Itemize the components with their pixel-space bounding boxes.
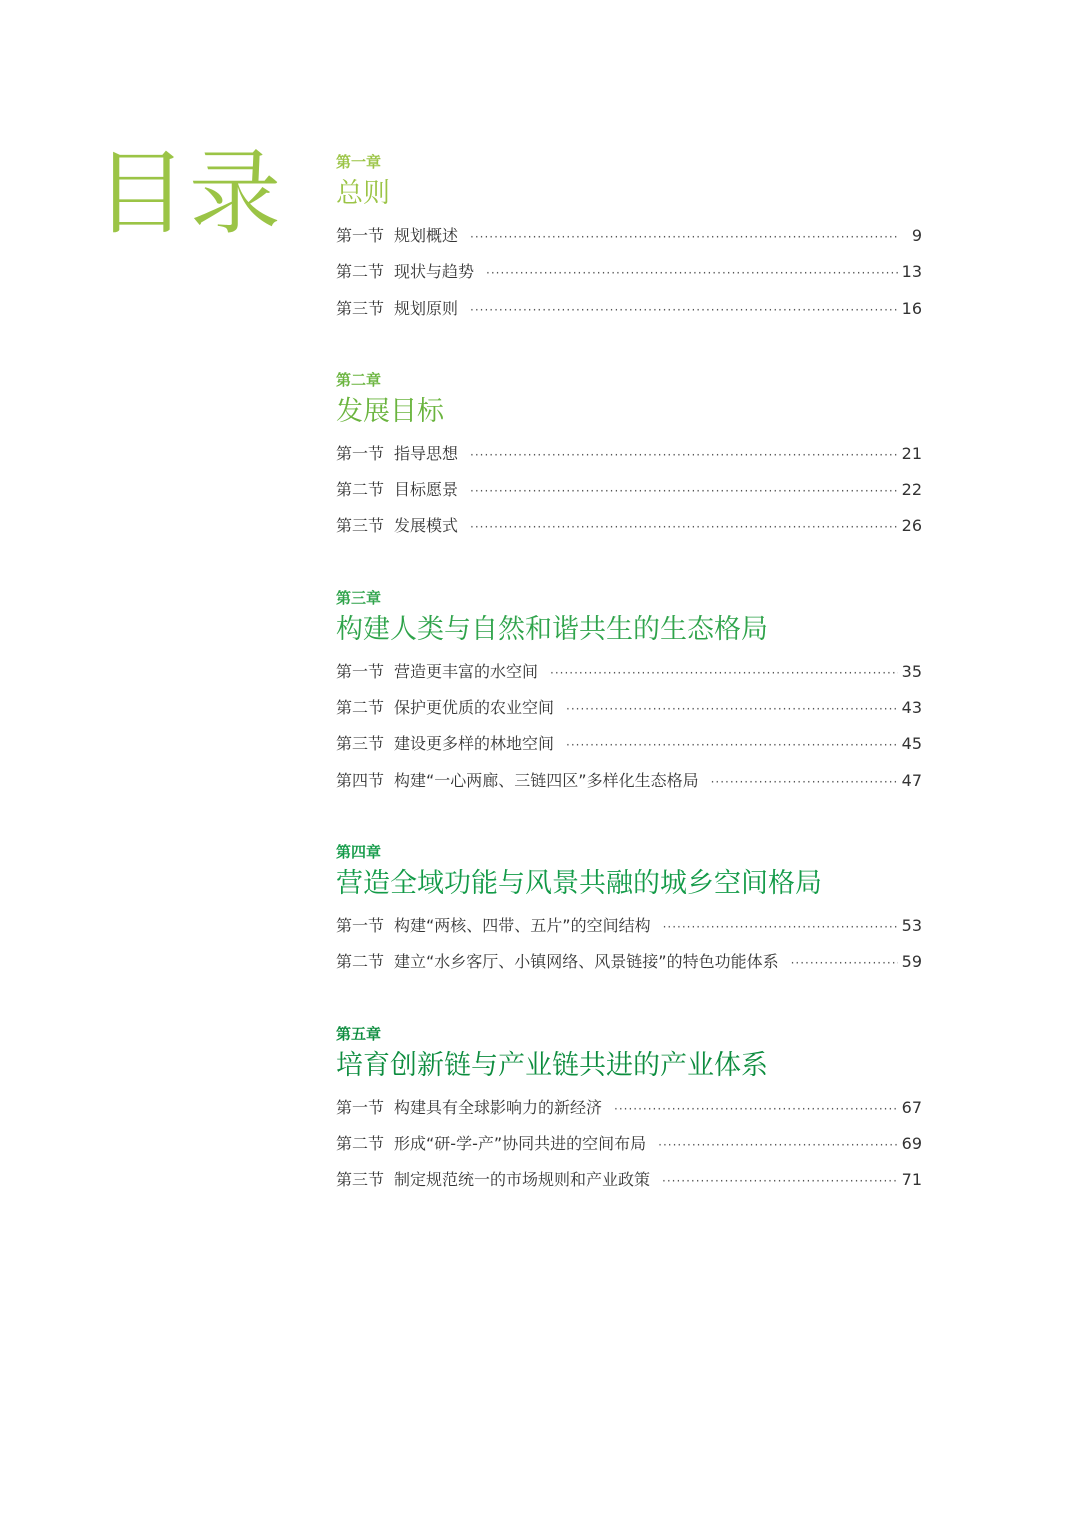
section-title: 营造更丰富的水空间 [394, 661, 539, 681]
page-number: 35 [901, 661, 922, 681]
section-title: 规划概述 [394, 226, 459, 245]
section-title: 发展模式 [394, 516, 459, 536]
section-number: 第三节 [336, 516, 385, 536]
section-number: 第一节 [336, 915, 385, 935]
dot-leader [663, 909, 898, 945]
chapter-title: 培育创新链与产业链共进的产业体系 [336, 1049, 768, 1081]
section-title: 建设更多样的林地空间 [394, 734, 555, 754]
page-number: 67 [901, 1097, 922, 1117]
dot-leader [470, 219, 898, 255]
toc-entry[interactable] [336, 908, 922, 944]
section-number: 第一节 [336, 661, 385, 681]
dot-leader [470, 292, 898, 328]
chapter-label: 第一章 [336, 153, 382, 171]
section-title: 规划原则 [394, 298, 459, 318]
toc-entry[interactable] [336, 218, 922, 254]
chapter-label: 第五章 [336, 1024, 382, 1043]
section-title: 构建具有全球影响力的新经济 [394, 1097, 603, 1117]
chapter-1 [336, 152, 922, 327]
page-number: 13 [901, 262, 922, 282]
page-number: 69 [901, 1133, 922, 1153]
chapter-title: 总则 [336, 178, 390, 209]
toc-entry[interactable] [336, 944, 922, 980]
toc-entry[interactable] [336, 1126, 922, 1162]
chapter-title: 构建人类与自然和谐共生的生态格局 [336, 613, 768, 645]
toc-entry[interactable] [336, 763, 922, 799]
page-number: 16 [901, 298, 922, 318]
dot-leader [662, 1163, 898, 1199]
chapter-3 [336, 588, 922, 799]
dot-leader [658, 1127, 898, 1163]
chapter-label: 第四章 [336, 842, 382, 861]
section-title: 指导思想 [394, 443, 459, 463]
page-number: 53 [901, 915, 922, 935]
section-number: 第三节 [336, 298, 385, 318]
section-number: 第四节 [336, 770, 385, 790]
dot-leader [566, 727, 898, 763]
page-number: 43 [901, 698, 922, 718]
section-number: 第三节 [336, 1170, 385, 1190]
page-number: 21 [901, 443, 922, 463]
section-number: 第二节 [336, 952, 385, 972]
dot-leader [791, 945, 898, 981]
section-title: 保护更优质的农业空间 [394, 698, 555, 718]
section-number: 第二节 [336, 698, 385, 718]
page-number: 71 [901, 1170, 922, 1190]
section-title: 构建“两核、四带、五片”的空间结构 [394, 915, 651, 935]
chapter-label: 第二章 [336, 370, 382, 389]
toc-entry[interactable] [336, 508, 922, 544]
toc-entry[interactable] [336, 254, 922, 290]
toc-entry[interactable] [336, 690, 922, 726]
toc-entry[interactable] [336, 472, 922, 508]
page-title: 目录 [95, 140, 284, 247]
chapter-4 [336, 842, 922, 981]
dot-leader [566, 691, 898, 727]
toc-entry[interactable] [336, 1090, 922, 1126]
chapter-label: 第三章 [336, 588, 382, 607]
section-number: 第二节 [336, 1133, 385, 1153]
chapter-title: 发展目标 [336, 395, 444, 427]
section-number: 第一节 [336, 1097, 385, 1117]
dot-leader [470, 509, 898, 545]
page-number: 59 [901, 952, 922, 972]
section-number: 第二节 [336, 262, 385, 282]
section-number: 第一节 [336, 226, 385, 245]
toc-entry[interactable] [336, 726, 922, 762]
section-title: 建立“水乡客厅、小镇网络、风景链接”的特色功能体系 [394, 952, 779, 972]
page-number: 45 [901, 734, 922, 754]
toc-entry[interactable] [336, 436, 922, 472]
section-number: 第一节 [336, 443, 385, 463]
page-number: 47 [901, 770, 922, 790]
section-title: 现状与趋势 [394, 262, 475, 282]
dot-leader [470, 473, 898, 509]
dot-leader [711, 764, 898, 800]
page-number: 9 [911, 226, 922, 245]
page-number: 22 [901, 480, 922, 500]
dot-leader [470, 437, 898, 473]
toc-entry[interactable] [336, 654, 922, 690]
table-of-contents [336, 152, 922, 1241]
chapter-title: 营造全域功能与风景共融的城乡空间格局 [336, 867, 822, 899]
section-title: 构建“一心两廊、三链四区”多样化生态格局 [394, 770, 699, 790]
dot-leader [486, 255, 898, 291]
section-title: 目标愿景 [394, 480, 459, 500]
dot-leader [614, 1091, 898, 1127]
toc-entry[interactable] [336, 1162, 922, 1198]
page-number: 26 [901, 516, 922, 536]
section-number: 第三节 [336, 734, 385, 754]
section-title: 形成“研-学-产”协同共进的空间布局 [394, 1133, 647, 1153]
toc-entry[interactable] [336, 291, 922, 327]
chapter-5 [336, 1024, 922, 1199]
dot-leader [550, 655, 898, 691]
section-title: 制定规范统一的市场规则和产业政策 [394, 1170, 651, 1190]
chapter-2 [336, 370, 922, 545]
section-number: 第二节 [336, 480, 385, 500]
